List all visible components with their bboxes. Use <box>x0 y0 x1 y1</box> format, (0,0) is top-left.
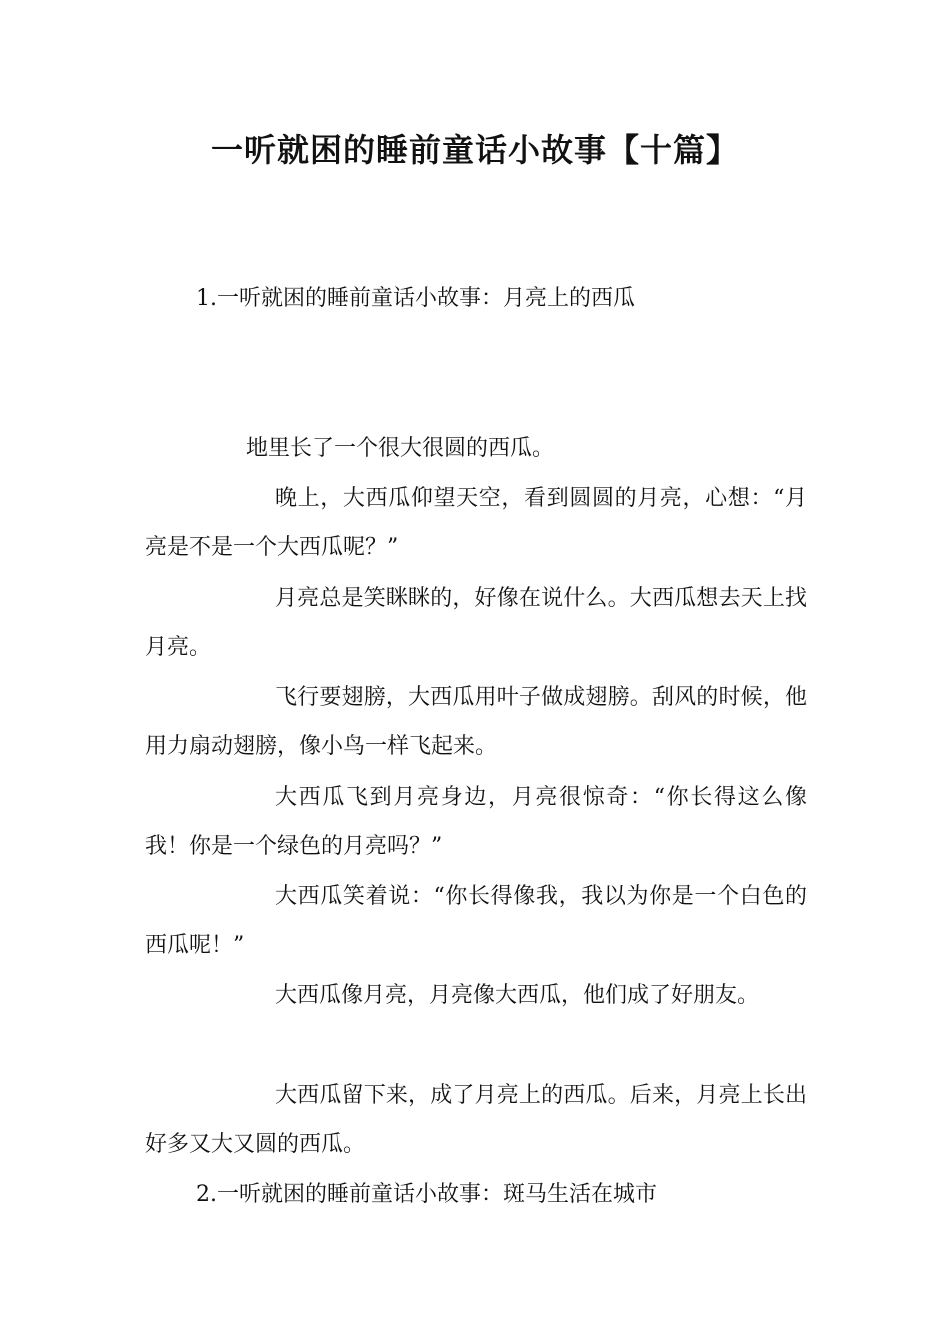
section-heading-1: 1.一听就困的睡前童话小故事：月亮上的西瓜 <box>196 286 635 311</box>
document-title: 一听就困的睡前童话小故事【十篇】 <box>210 131 739 169</box>
story-first-line: 地里长了一个很大很圆的西瓜。 <box>246 436 555 461</box>
story-paragraph-5: 大西瓜笑着说：“你长得像我，我以为你是一个白色的西瓜呢！” <box>145 884 807 958</box>
story-paragraph-3: 飞行要翅膀，大西瓜用叶子做成翅膀。刮风的时候，他用力扇动翅膀，像小鸟一样飞起来。 <box>145 685 807 759</box>
story-paragraph-2: 月亮总是笑眯眯的，好像在说什么。大西瓜想去天上找月亮。 <box>145 586 807 660</box>
story-paragraph-7: 大西瓜留下来，成了月亮上的西瓜。后来，月亮上长出好多又大又圆的西瓜。 <box>145 1083 807 1157</box>
section-heading-2: 2.一听就困的睡前童话小故事：斑马生活在城市 <box>196 1182 657 1207</box>
story-paragraph-6: 大西瓜像月亮，月亮像大西瓜，他们成了好朋友。 <box>275 983 760 1008</box>
story-paragraph-4: 大西瓜飞到月亮身边，月亮很惊奇：“你长得这么像我！你是一个绿色的月亮吗？” <box>145 785 807 859</box>
story-paragraph-1: 晚上，大西瓜仰望天空，看到圆圆的月亮，心想：“月亮是不是一个大西瓜呢？” <box>145 486 807 560</box>
